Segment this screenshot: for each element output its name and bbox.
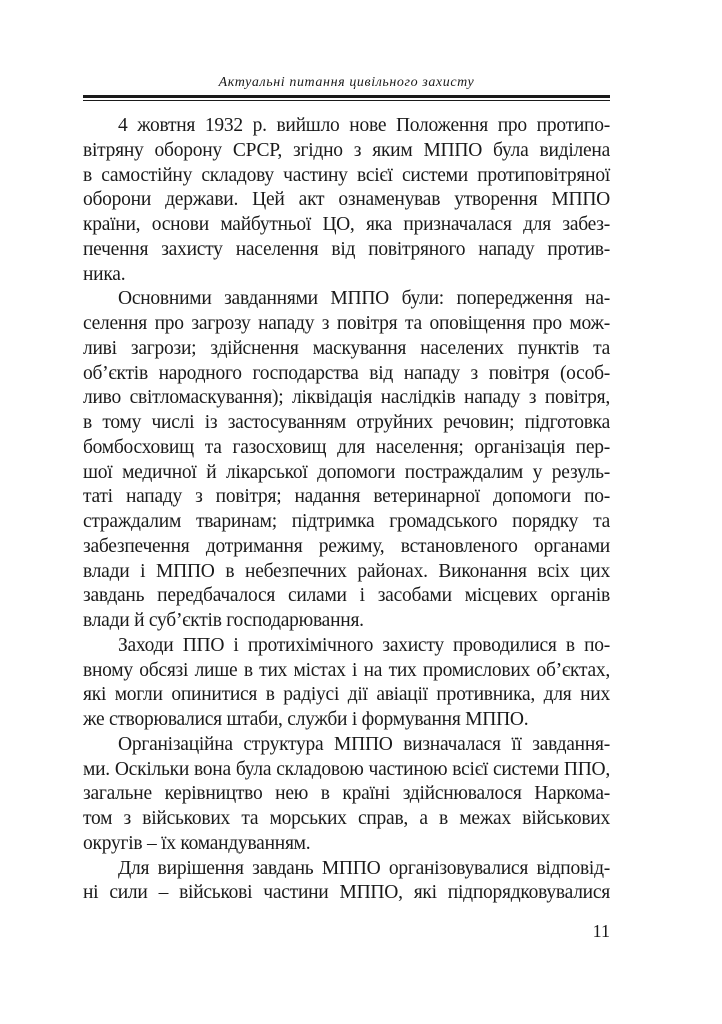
text-line: влади і МППО в небезпечних районах. Виконання всіх цих: [83, 560, 610, 582]
text-line: вітряну оборону СРСР, згідно з яким МППО була виділена: [83, 139, 610, 161]
paragraph: [83, 857, 610, 907]
text-line: в самостійну складову частину всієї системи протиповітряної: [83, 164, 610, 186]
text-line: забезпечення дотримання режиму, встановленого органами: [83, 535, 610, 557]
text-line: селення про загрозу нападу з повітря та оповіщення про мож-: [83, 313, 610, 334]
text-line: які могли опинитися в радіусі дії авіації противника, для них: [83, 684, 610, 706]
text-line: Заходи ППО і протихімічного захисту проводилися в по-: [118, 634, 610, 656]
text-line: Основними завданнями МППО були: попередження на-: [118, 288, 610, 310]
text-line: Організаційна структура МППО визначалася її завдання-: [118, 733, 610, 755]
text-line: оборони держави. Цей акт ознаменував утворення МППО: [83, 189, 610, 211]
paragraph: [83, 114, 610, 287]
paragraph: [83, 287, 610, 634]
text-line: Для вирішення завдань МППО організовувалися відповід-: [118, 857, 610, 879]
text-line: завдань передбачалося силами і засобами місцевих органів: [83, 585, 610, 607]
body-text: [83, 114, 610, 906]
text-line: том з військових та морських справ, а в межах військових: [83, 808, 610, 829]
page-number: 11: [592, 921, 610, 941]
text-line: загальне керівництво нею в країні здійснювалося Наркома-: [83, 783, 610, 805]
text-line: ника.: [83, 263, 126, 285]
text-line: ливі загрози; здійснення маскування населених пунктів та: [83, 337, 610, 359]
text-line: в тому числі із застосуванням отруйних речовин; підготовка: [83, 412, 610, 433]
text-line: таті нападу з повітря; надання ветеринарної допомоги по-: [83, 486, 610, 508]
header-rule-thin: [83, 100, 610, 101]
text-line: об’єктів народного господарства від нападу з повітря (особ-: [83, 362, 610, 384]
text-line: печення захисту населення від повітряного нападу против-: [83, 238, 610, 260]
text-line: влади й суб’єктів господарювання.: [83, 610, 364, 631]
text-line: бомбосховищ та газосховищ для населення; організація пер-: [83, 436, 610, 458]
header-rule-thick: [83, 95, 610, 98]
text-line: ливо світломаскування); ліквідація наслідків нападу з повітря,: [83, 387, 610, 409]
paragraph: [83, 733, 610, 857]
text-line: страждалим тваринам; підтримка громадського порядку та: [83, 511, 610, 532]
running-header: Актуальні питання цивільного захисту: [218, 75, 475, 90]
text-column: [83, 114, 610, 942]
paragraph: [83, 634, 610, 733]
text-line: ні сили – військові частини МППО, які підпорядковувалися: [83, 882, 610, 904]
text-line: шої медичної й лікарської допомоги постраждалим у резуль-: [83, 461, 610, 483]
text-line: країни, основи майбутньої ЦО, яка призначалася для забез-: [83, 214, 610, 235]
text-line: вному обсязі лише в тих містах і на тих промислових об’єктах,: [83, 659, 610, 681]
text-line: округів – їх командуванням.: [83, 832, 311, 854]
text-line: 4 жовтня 1932 р. вийшло нове Положення про протипо-: [118, 115, 610, 136]
text-line: же створювалися штаби, служби і формування МППО.: [83, 709, 529, 730]
text-line: ми. Оскільки вона була складовою частиною всієї системи ППО,: [83, 758, 610, 780]
